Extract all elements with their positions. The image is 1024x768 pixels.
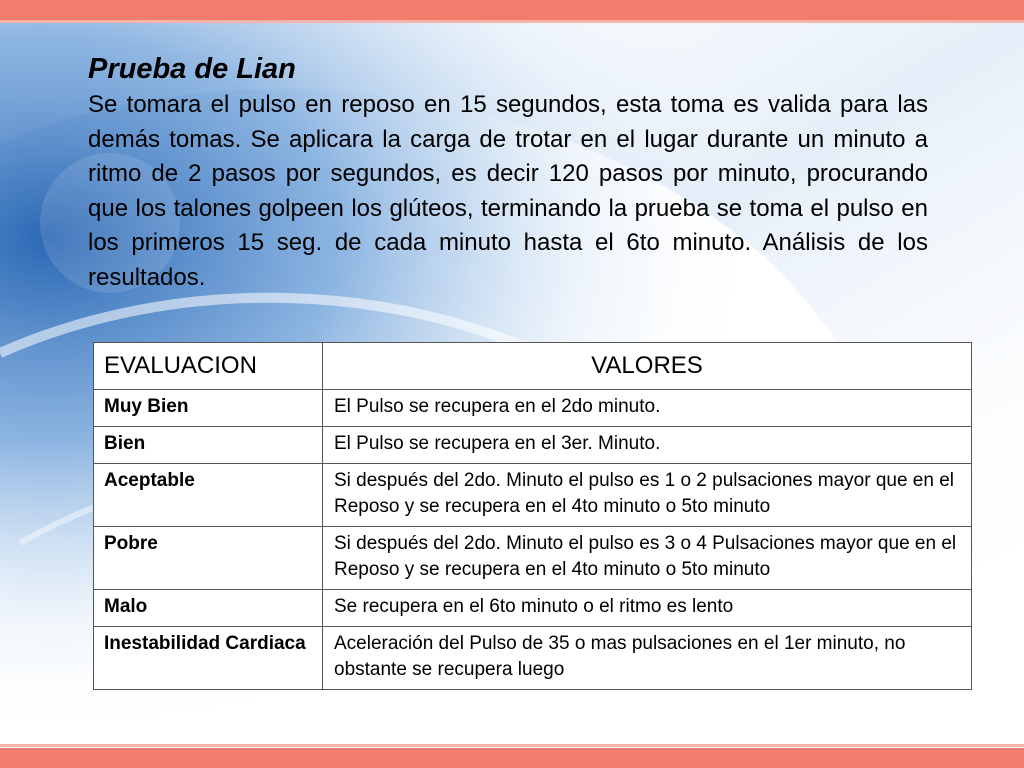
row-evaluacion: Pobre (94, 527, 323, 590)
header-valores: VALORES (323, 343, 972, 390)
table-row (94, 590, 972, 627)
row-evaluacion: Malo (94, 590, 323, 627)
bottom-rule (0, 744, 1024, 747)
row-valor: El Pulso se recupera en el 2do minuto. (323, 390, 972, 427)
row-evaluacion: Bien (94, 427, 323, 464)
row-valor: Si después del 2do. Minuto el pulso es 1 o 2 pulsaciones mayor que en el Reposo y se recupera en el 4to minuto o 5to minuto (323, 464, 972, 527)
table-row (94, 627, 972, 690)
slide-body: Se tomara el pulso en reposo en 15 segundos, esta toma es valida para las demás tomas. Se aplicara la carga de trotar en el lugar durante un minuto a ritmo de 2 pasos por segundos, es decir 120 pasos por minuto, procurando que los talones golpeen los glúteos, terminando la prueba se toma el pulso en los primeros 15 seg. de cada minuto hasta el 6to minuto. Análisis de los resultados. (88, 91, 928, 291)
table-row (94, 427, 972, 464)
slide-title: Prueba de Lian (88, 53, 296, 85)
row-valor: Aceleración del Pulso de 35 o mas pulsaciones en el 1er minuto, no obstante se recupera luego (323, 627, 972, 690)
row-evaluacion: Inestabilidad Cardiaca (94, 627, 323, 690)
table-header-row (94, 343, 972, 390)
row-evaluacion: Aceptable (94, 464, 323, 527)
row-valor: El Pulso se recupera en el 3er. Minuto. (323, 427, 972, 464)
evaluation-table (93, 342, 972, 690)
row-valor: Se recupera en el 6to minuto o el ritmo es lento (323, 590, 972, 627)
header-evaluacion: EVALUACION (94, 343, 323, 390)
bottom-band (0, 748, 1024, 768)
top-band (0, 0, 1024, 20)
row-valor: Si después del 2do. Minuto el pulso es 3 o 4 Pulsaciones mayor que en el Reposo y se recupera en el 4to minuto o 5to minuto (323, 527, 972, 590)
table-row (94, 464, 972, 527)
table-row (94, 390, 972, 427)
table-row (94, 527, 972, 590)
text-block (88, 52, 928, 295)
row-evaluacion: Muy Bien (94, 390, 323, 427)
